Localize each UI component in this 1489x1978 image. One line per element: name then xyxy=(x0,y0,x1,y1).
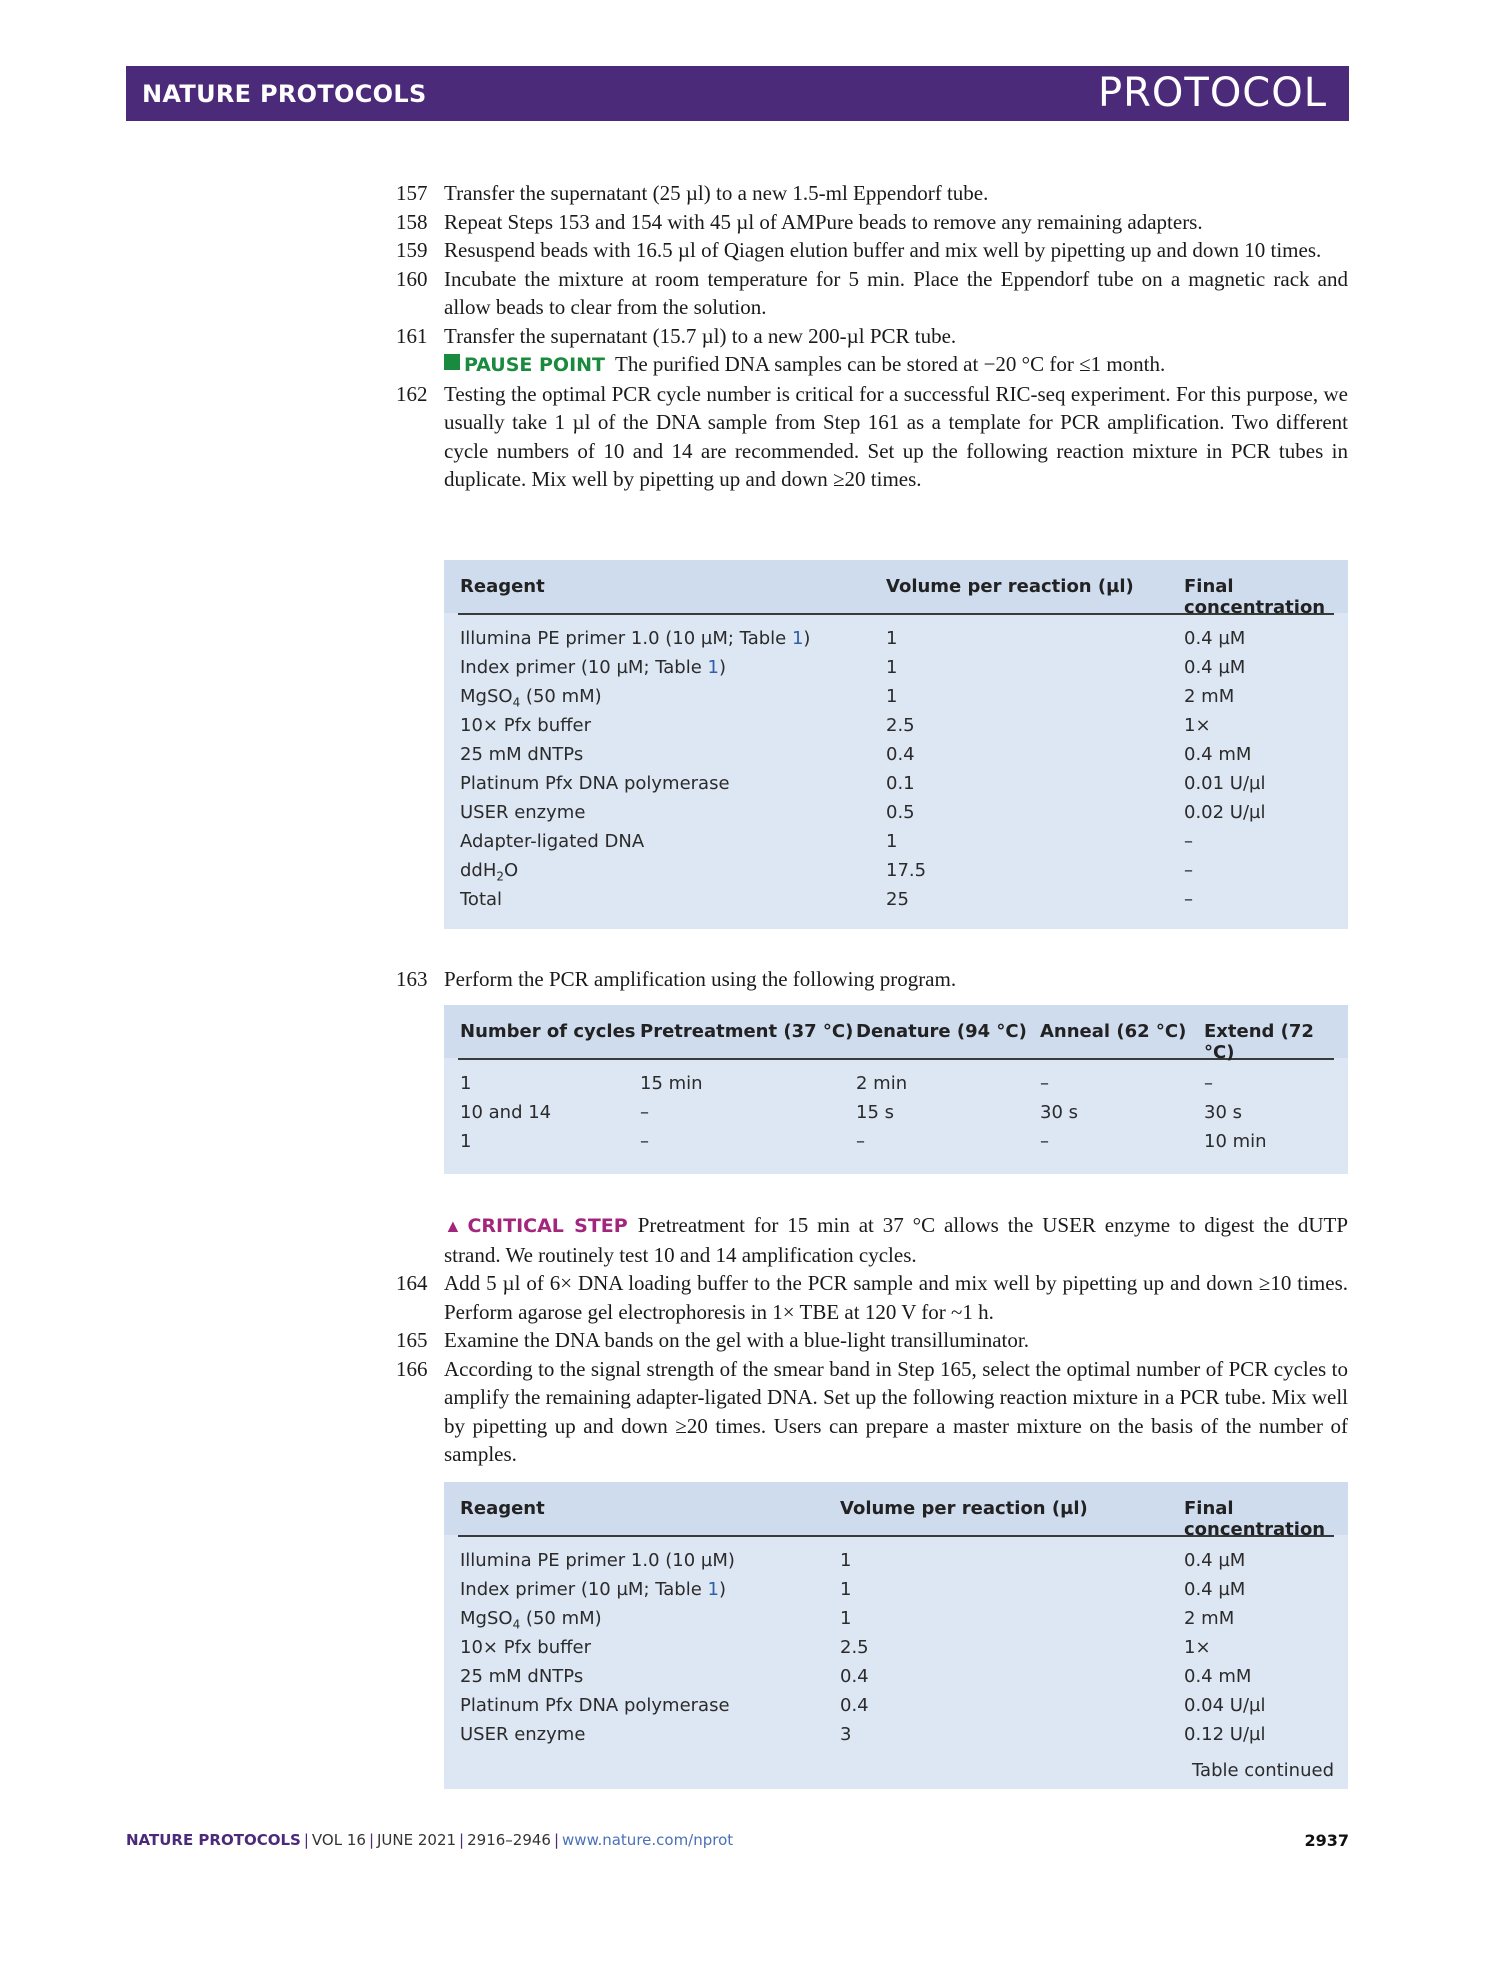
reagent-name: USER enzyme xyxy=(460,1724,586,1745)
cell-extend: – xyxy=(1204,1073,1213,1094)
reagent-name: 25 mM dNTPs xyxy=(460,744,584,765)
cell-reagent xyxy=(460,1695,730,1716)
cell-final-concentration: 0.04 U/µl xyxy=(1184,1695,1266,1716)
reagent-name: Platinum Pfx DNA polymerase xyxy=(460,1695,730,1716)
step-text: Testing the optimal PCR cycle number is critical for a successful RIC-seq experiment. For this purpose, we usually take 1 µl of the DNA sample from Step 161 as a template for PCR amplification. Two different cycle numbers of 10 and 14 are recommended. Set up the following reaction mixture in PCR tubes in duplicate. Mix well by pipetting up and down ≥20 times. xyxy=(444,381,1348,491)
table-row xyxy=(444,683,1348,712)
step-number: 159 xyxy=(396,238,428,262)
footer-separator: | xyxy=(368,1831,374,1849)
table-header xyxy=(458,1482,1334,1540)
header-volume: Volume per reaction (µl) xyxy=(840,1498,1088,1519)
table-body xyxy=(444,1537,1348,1750)
cell-reagent xyxy=(460,628,810,649)
step-number: 161 xyxy=(396,323,428,348)
step-157 xyxy=(396,179,1348,208)
step-163 xyxy=(396,965,1348,994)
step-158 xyxy=(396,208,1348,237)
cell-reagent xyxy=(460,1637,591,1658)
cell-volume: 1 xyxy=(886,686,898,707)
cell-final-concentration: 1× xyxy=(1184,1637,1211,1658)
cell-anneal: 30 s xyxy=(1040,1102,1079,1123)
cell-final-concentration: – xyxy=(1184,860,1193,881)
reagent-name: Total xyxy=(460,889,503,910)
cell-reagent xyxy=(460,1724,585,1745)
footer-separator: | xyxy=(553,1831,560,1849)
cell-pretreatment: – xyxy=(640,1102,649,1123)
table-row xyxy=(444,886,1348,915)
reagent-subscript: 2 xyxy=(496,869,505,884)
header-denature: Denature (94 °C) xyxy=(856,1021,1027,1042)
reagent-name: Adapter-ligated DNA xyxy=(460,831,645,852)
cell-final-concentration: 0.02 U/µl xyxy=(1184,802,1266,823)
reagent-name: 10× Pfx buffer xyxy=(460,715,591,736)
step-text: Perform the PCR amplification using the following program. xyxy=(444,967,957,991)
cell-final-concentration: 0.4 µM xyxy=(1184,657,1246,678)
table-row xyxy=(444,712,1348,741)
footer-journal: NATURE PROTOCOLS xyxy=(126,1831,301,1849)
article-type: PROTOCOL xyxy=(1097,70,1327,116)
table-row xyxy=(444,1721,1348,1750)
step-text: Transfer the supernatant (25 µl) to a new 1.5-ml Eppendorf tube. xyxy=(444,181,989,205)
reagent-name: Illumina PE primer 1.0 (10 µM) xyxy=(460,1550,735,1571)
step-162 xyxy=(396,380,1348,494)
table-row xyxy=(444,1128,1348,1157)
step-number: 164 xyxy=(396,1271,428,1295)
cell-final-concentration: 1× xyxy=(1184,715,1211,736)
table-row xyxy=(444,1576,1348,1605)
critical-step xyxy=(396,1211,1348,1269)
steps-block-163 xyxy=(396,965,1348,994)
cell-reagent xyxy=(460,831,644,852)
journal-name: NATURE PROTOCOLS xyxy=(142,80,427,108)
cell-reagent xyxy=(460,802,585,823)
pause-point-square-icon xyxy=(444,354,460,370)
table-row xyxy=(444,1634,1348,1663)
cell-anneal: – xyxy=(1040,1131,1049,1152)
step-number: 165 xyxy=(396,1328,428,1352)
steps-block-b xyxy=(396,1211,1348,1469)
table-reference-link[interactable]: 1 xyxy=(707,657,719,678)
cell-reagent xyxy=(460,1666,583,1687)
reaction-table-1 xyxy=(444,560,1348,929)
journal-header-bar xyxy=(126,66,1349,121)
cell-extend: 10 min xyxy=(1204,1131,1267,1152)
cell-denature: 15 s xyxy=(856,1102,895,1123)
header-pretreatment: Pretreatment (37 °C) xyxy=(640,1021,854,1042)
cell-volume: 0.1 xyxy=(886,773,915,794)
reagent-name: MgSO xyxy=(460,1608,513,1629)
cell-final-concentration: 0.4 µM xyxy=(1184,628,1246,649)
footer-url-link[interactable]: www.nature.com/nprot xyxy=(562,1831,734,1849)
table-row xyxy=(444,770,1348,799)
step-number: 158 xyxy=(396,209,428,234)
pcr-program-table xyxy=(444,1005,1348,1174)
table-row xyxy=(444,1099,1348,1128)
cell-volume: 1 xyxy=(840,1579,852,1600)
header-final-concentration: Final concentration xyxy=(1184,1498,1326,1540)
table-row xyxy=(444,1692,1348,1721)
step-number: 163 xyxy=(396,967,428,991)
table-row xyxy=(444,1547,1348,1576)
reagent-name-tail: O xyxy=(504,860,519,881)
step-160 xyxy=(396,265,1348,322)
cell-final-concentration: 0.4 mM xyxy=(1184,744,1252,765)
cell-reagent xyxy=(460,773,730,794)
cell-volume: 0.5 xyxy=(886,802,915,823)
cell-final-concentration: 2 mM xyxy=(1184,686,1235,707)
step-number: 160 xyxy=(396,266,428,291)
reagent-name-tail: ) xyxy=(803,628,811,649)
reagent-name: Index primer (10 µM; Table xyxy=(460,1579,708,1600)
table-reference-link[interactable]: 1 xyxy=(791,628,804,649)
header-volume: Volume per reaction (µl) xyxy=(886,576,1134,597)
cell-cycles: 1 xyxy=(460,1073,472,1094)
cell-cycles: 10 and 14 xyxy=(460,1102,552,1123)
cell-volume: 1 xyxy=(840,1608,852,1629)
step-166 xyxy=(396,1355,1348,1469)
header-reagent: Reagent xyxy=(460,1498,545,1519)
cell-extend: 30 s xyxy=(1204,1102,1243,1123)
step-text: According to the signal strength of the smear band in Step 165, select the optimal number of PCR cycles to amplify the remaining adapter-ligated DNA. Set up the following reaction mixture in a PCR tube. Mix well by pipetting up and down ≥20 times. Users can prepare a master mixture on the basis of the number of samples. xyxy=(444,1356,1348,1466)
cell-volume: 17.5 xyxy=(886,860,927,881)
reagent-name: 10× Pfx buffer xyxy=(460,1637,591,1658)
table-row xyxy=(444,799,1348,828)
table-row xyxy=(444,741,1348,770)
cell-pretreatment: 15 min xyxy=(640,1073,703,1094)
reagent-name-tail: (50 mM) xyxy=(520,1608,602,1629)
reagent-name: Index primer (10 µM; Table xyxy=(460,657,708,678)
step-text: Resuspend beads with 16.5 µl of Qiagen elution buffer and mix well by pipetting up and down 10 times. xyxy=(444,238,1322,262)
footer-volume: VOL 16 xyxy=(311,1831,366,1849)
reagent-name: Illumina PE primer 1.0 (10 µM; Table xyxy=(460,628,792,649)
reagent-name: Platinum Pfx DNA polymerase xyxy=(460,773,730,794)
cell-reagent xyxy=(460,686,602,710)
reagent-name: MgSO xyxy=(460,686,513,707)
table-row xyxy=(444,1605,1348,1634)
cell-reagent xyxy=(460,715,591,736)
table-row xyxy=(444,625,1348,654)
table-header xyxy=(458,1005,1334,1063)
steps-block-a xyxy=(396,179,1348,494)
cell-reagent xyxy=(460,657,726,678)
header-number-of-cycles: Number of cycles xyxy=(460,1021,636,1042)
cell-volume: 3 xyxy=(840,1724,852,1745)
step-text: Examine the DNA bands on the gel with a blue-light transilluminator. xyxy=(444,1328,1029,1352)
table-body xyxy=(444,1060,1348,1157)
cell-final-concentration: 0.12 U/µl xyxy=(1184,1724,1266,1745)
footer-date: JUNE 2021 xyxy=(377,1831,457,1849)
step-165 xyxy=(396,1326,1348,1355)
step-159 xyxy=(396,236,1348,265)
cell-volume: 1 xyxy=(886,831,898,852)
reagent-subscript: 4 xyxy=(512,695,521,710)
reagent-name-tail: (50 mM) xyxy=(520,686,602,707)
table-body xyxy=(444,615,1348,915)
reagent-name: 25 mM dNTPs xyxy=(460,1666,584,1687)
reagent-name: ddH xyxy=(460,860,497,881)
critical-step-text: Pretreatment for 15 min at 37 °C allows the USER enzyme to digest the dUTP strand. We routinely test 10 and 14 amplification cycles. xyxy=(444,1213,1348,1267)
step-text: Incubate the mixture at room temperature for 5 min. Place the Eppendorf tube on a magnetic rack and allow beads to clear from the solution. xyxy=(444,266,1348,319)
step-text: Repeat Steps 153 and 154 with 45 µl of AMPure beads to remove any remaining adapters. xyxy=(444,209,1203,234)
page-footer xyxy=(126,1831,1349,1849)
cell-volume: 25 xyxy=(886,889,909,910)
table-row xyxy=(444,654,1348,683)
table-row xyxy=(444,828,1348,857)
critical-step-label: CRITICAL STEP xyxy=(467,1215,628,1237)
step-number: 166 xyxy=(396,1356,428,1381)
cell-reagent xyxy=(460,744,583,765)
header-reagent: Reagent xyxy=(460,576,545,597)
cell-reagent xyxy=(460,1579,726,1600)
cell-cycles: 1 xyxy=(460,1131,472,1152)
reagent-name: USER enzyme xyxy=(460,802,586,823)
table-continued-note: Table continued xyxy=(1192,1760,1334,1781)
footer-separator: | xyxy=(303,1831,309,1849)
cell-reagent xyxy=(460,889,502,910)
table-row xyxy=(444,1070,1348,1099)
pause-point xyxy=(396,350,1348,380)
cell-anneal: – xyxy=(1040,1073,1049,1094)
cell-volume: 1 xyxy=(886,628,898,649)
table-row xyxy=(444,857,1348,886)
cell-volume: 0.4 xyxy=(886,744,915,765)
table-row xyxy=(444,1663,1348,1692)
cell-final-concentration: 0.4 µM xyxy=(1184,1579,1246,1600)
critical-step-triangle-icon: ▲ xyxy=(444,1216,466,1236)
footer-separator: | xyxy=(459,1831,465,1849)
pause-point-text: The purified DNA samples can be stored at −20 °C for ≤1 month. xyxy=(615,352,1166,376)
cell-volume: 0.4 xyxy=(840,1695,869,1716)
step-161 xyxy=(396,322,1348,351)
cell-reagent xyxy=(460,860,518,884)
cell-final-concentration: 0.01 U/µl xyxy=(1184,773,1266,794)
reagent-subscript: 4 xyxy=(512,1617,521,1632)
step-number: 162 xyxy=(396,381,428,406)
cell-final-concentration: 2 mM xyxy=(1184,1608,1235,1629)
footer-pages: 2916–2946 xyxy=(467,1831,551,1849)
cell-volume: 1 xyxy=(886,657,898,678)
cell-final-concentration: – xyxy=(1184,889,1193,910)
cell-reagent xyxy=(460,1550,735,1571)
step-164 xyxy=(396,1269,1348,1326)
cell-final-concentration: – xyxy=(1184,831,1193,852)
reagent-name-tail: ) xyxy=(718,1579,727,1600)
step-text: Add 5 µl of 6× DNA loading buffer to the PCR sample and mix well by pipetting up and down ≥10 times. Perform agarose gel electrophoresis in 1× TBE at 120 V for ~1 h. xyxy=(444,1271,1348,1324)
step-number: 157 xyxy=(396,181,428,205)
cell-volume: 2.5 xyxy=(840,1637,869,1658)
reagent-name-tail: ) xyxy=(718,657,727,678)
cell-volume: 2.5 xyxy=(886,715,915,736)
header-extend: Extend (72 °C) xyxy=(1204,1021,1314,1063)
step-text: Transfer the supernatant (15.7 µl) to a new 200-µl PCR tube. xyxy=(444,323,957,348)
header-final-concentration: Final concentration xyxy=(1184,576,1326,618)
reaction-table-2 xyxy=(444,1482,1348,1789)
cell-volume: 1 xyxy=(840,1550,852,1571)
cell-denature: 2 min xyxy=(856,1073,908,1094)
table-reference-link[interactable]: 1 xyxy=(707,1579,719,1600)
cell-denature: – xyxy=(856,1131,865,1152)
header-anneal: Anneal (62 °C) xyxy=(1040,1021,1187,1042)
cell-pretreatment: – xyxy=(640,1131,649,1152)
cell-volume: 0.4 xyxy=(840,1666,869,1687)
cell-final-concentration: 0.4 mM xyxy=(1184,1666,1252,1687)
table-header xyxy=(458,560,1334,618)
page-number: 2937 xyxy=(1304,1831,1349,1850)
cell-reagent xyxy=(460,1608,602,1632)
pause-point-label: PAUSE POINT xyxy=(464,354,606,376)
cell-final-concentration: 0.4 µM xyxy=(1184,1550,1246,1571)
